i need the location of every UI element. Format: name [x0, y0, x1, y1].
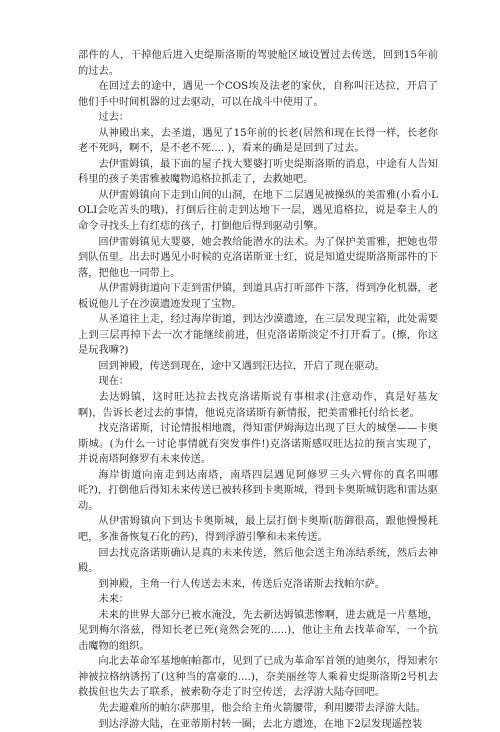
- section-heading-present: 现在：: [98, 376, 129, 388]
- paragraph: 去达姆镇，这时旺达拉去找克洛诺斯说有事相求(注意动作，真是好基友啊)，告诉长老过去的事情，他说克洛诺斯有新情报，把美雷雅托付给长老。: [78, 392, 438, 419]
- paragraph: 从伊雷姆街道向下走到雷伊镇，到道具店打听部件下落，得到净化机器，老板说他儿子在沙漠遗迹发现了宝物。: [78, 283, 438, 310]
- paragraph: 在回过去的途中，遇见一个COS埃及法老的家伙，自称叫汪达拉，开启了他们手中时间机器的过去驱动，可以在战斗中使用了。: [78, 81, 438, 108]
- paragraph: 未来的世界大部分已被水淹没，先去新达姆镇悲惨啊，进去就是一片墓地，见到梅尔洛兹，得知长老已死(竟然会死的.....)，他让主角去找革命军，一个抗击魔物的组织。: [78, 609, 438, 652]
- paragraph: 找克洛诺斯，讨论情报相地震，得知雷伊姆海边出现了巨大的城堡——卡奥斯城。(为什么一讨论事情就有突发事件!)克洛诺斯感叹旺达拉的预言实现了，并说南塔阿修罗有未来传送。: [78, 423, 438, 466]
- paragraph: 去伊雷姆镇，最下面的屋子找大婴婆打听史缇斯洛斯的消息，中途有人告知科里的孩子美雷雅被魔物追格拉抓走了，去救她吧。: [78, 158, 438, 186]
- paragraph: 回去找克洛诺斯确认是真的未来传送，然后他会送主角冻结系统，然后去神殿。: [78, 547, 438, 575]
- paragraph: 向北去革命军基地帕帕都市，见到了已成为革命军首领的迪奥尔，得知索尔神被拉格纳诱拐了(这种当的富豪的....)，奈美丽丝等人乘着史缇斯洛斯2号机去救拔但也失去了联系，被索勒夺走了时空传送，去浮游大陆夺回吧。: [78, 656, 438, 699]
- paragraph: 从伊雷姆镇向下到达卡奥斯城，最上层打倒卡奥斯(肪御很高，跟他慢慢耗吧，多准备恢复石化的药)，得到浮游引擎和未来传送。: [78, 516, 438, 543]
- paragraph: 回伊雷姆镇见大婴婆，她会教给能潜水的法术。为了保护美雷雅，把她也带到队伍里。出去时遇见小时候的克洛诺斯亚士红，说是知道史缇斯洛斯部件的下落，把他也一同带上。: [78, 236, 438, 279]
- paragraph: 从神殿出来，去圣道，遇见了15年前的长老(居然和现在长得一样，长老你老不死吗，啊不，是不老不死.... )，看来的确是是回到了过去。: [78, 127, 438, 155]
- paragraph: 到神殿，主角一行人传送去未来，传送后克洛诺斯去找帕尔萨。: [98, 578, 386, 590]
- paragraph: 从伊雷姆镇向下走到山间的山洞，在地下二层遇见被操纵的美雷雅(小看小LOLI会吃苦头的哦)，打倒后往前走到达地下一层，遇见追格拉，说是奉主人的命令寻找头上有红痣的孩子，打倒他后得到驱动引擎。: [78, 189, 438, 233]
- paragraph: 先去避难所的帕尔萨那里，他会给主角火箭腰带，利用腰带去浮游大陆。: [98, 702, 426, 714]
- paragraph: 海岸街道向南走到达南塔，南塔四层遇见阿修罗三头六臂你的真名叫哪吒?)，打倒他后得知未来传送已被转移到卡奥斯城，得到卡奥斯城钥匙和雷达驱动。: [78, 469, 438, 512]
- document-body: [78, 48, 438, 732]
- section-heading-past: 过去：: [98, 112, 129, 124]
- paragraph: 部件的人，干掉他后进入史缇斯洛斯的驾驶舱区域设置过去传送，回到15年前的过去。: [78, 50, 438, 77]
- paragraph: 到达浮游大陆，在亚蒂斯村转一圈，去北方遗迹，在地下2层发现遥控装: [98, 718, 423, 730]
- section-heading-future: 未来：: [98, 594, 129, 606]
- paragraph: 从圣道往上走，经过海岸街道，到达沙漠遗迹，在三层发现宝箱，此处需要上到三层再掉下去一次才能继续前进，但克洛诺斯淡定不打开看了。(擦，你这是玩我嘛?): [78, 314, 438, 357]
- paragraph: 回到神殿，传送到现在，途中又遇到汪达拉，开启了现在驱动。: [98, 360, 386, 372]
